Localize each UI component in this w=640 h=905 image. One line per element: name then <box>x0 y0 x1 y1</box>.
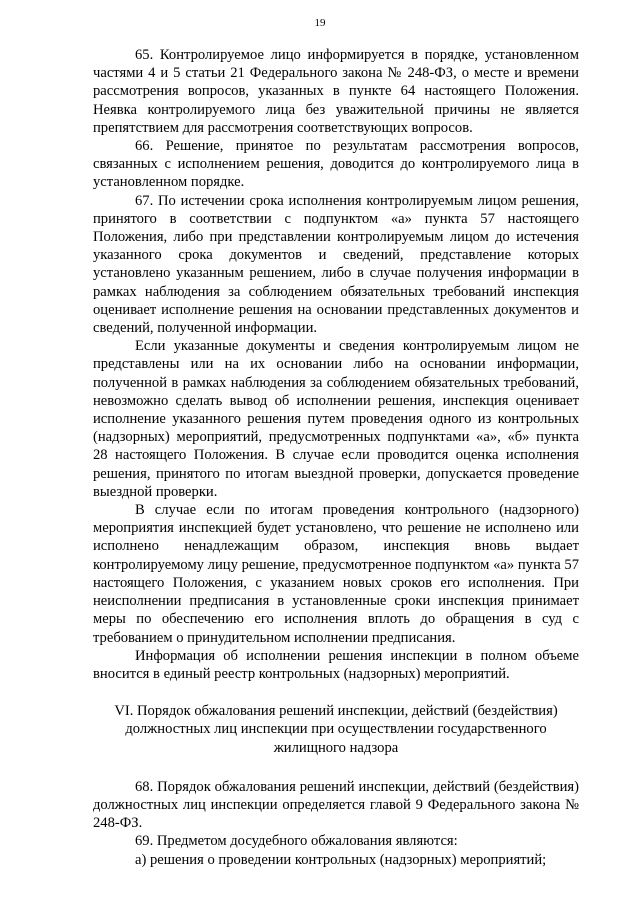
paragraph-67-not-executed: В случае если по итогам проведения контрольного (надзорного) мероприятия инспекцией будет установлено, что решение не исполнено или исполнено ненадлежащим образом, инспекция вновь выдает контролируемому лицу решение, предусмотренное подпунктом «а» пункта 57 настоящего Положения, с указанием новых сроков его исполнения. При неисполнении предписания в установленные сроки инспекция принимает меры по обеспечению его исполнения вплоть до обращения в суд с требованием о принудительном исполнении предписания. <box>93 502 579 646</box>
paragraph-69: 69. Предметом досудебного обжалования являются: <box>135 833 458 850</box>
paragraph-67-registry-info: Информация об исполнении решения инспекции в полном объеме вносится в единый реестр контрольных (надзорных) мероприятий. <box>93 647 579 682</box>
paragraph-68: 68. Порядок обжалования решений инспекции, действий (бездействия) должностных лиц инспекции определяется главой 9 Федерального закона № 248-ФЗ. <box>93 778 579 832</box>
document-body <box>93 46 579 869</box>
paragraph-69-item-a: а) решения о проведении контрольных (надзорных) мероприятий; <box>135 851 547 868</box>
paragraph-67: 67. По истечении срока исполнения контролируемым лицом решения, принятого в соответствии с подпунктом «а» пункта 57 настоящего Положения, либо при представлении контролируемым лицом до истечения указанного срока документов и сведений, представление которых установлено указанным решением, либо в случае получения информации в рамках наблюдения за соблюдением обязательных требований инспекция оценивает исполнение решения на основании представленных документов и сведений, полученной информации. <box>93 192 579 337</box>
paragraph-67-documents-not-submitted: Если указанные документы и сведения контролируемым лицом не представлены или на их основании либо на основании информации, полученной в рамках наблюдения за соблюдением обязательных требований, невозможно сделать вывод об исполнении решения, инспекция оценивает исполнение указанного решения путем проведения одного из контрольных (надзорных) мероприятий, предусмотренных подпунктами «а», «б» пункта 28 настоящего Положения. В случае если проводится оценка исполнения решения, принятого по итогам выездной проверки, допускается проведение выездной проверки. <box>93 338 579 500</box>
section-title: VI. Порядок обжалования решений инспекции, действий (бездействия) должностных лиц инспекции при осуществлении государственного жилищного надзора <box>114 703 558 756</box>
paragraph-65: 65. Контролируемое лицо информируется в порядке, установленном частями 4 и 5 статьи 21 Федерального закона № 248-ФЗ, о месте и времени рассмотрения вопросов, указанных в пункте 64 настоящего Положения. Неявка контролируемого лица без уважительной причины не является препятствием для рассмотрения соответствующих вопросов. <box>93 47 579 136</box>
page-number: 19 <box>314 17 326 29</box>
paragraph-66: 66. Решение, принятое по результатам рассмотрения вопросов, связанных с исполнением решения, доводится до контролируемого лица в установленном порядке. <box>93 138 579 191</box>
